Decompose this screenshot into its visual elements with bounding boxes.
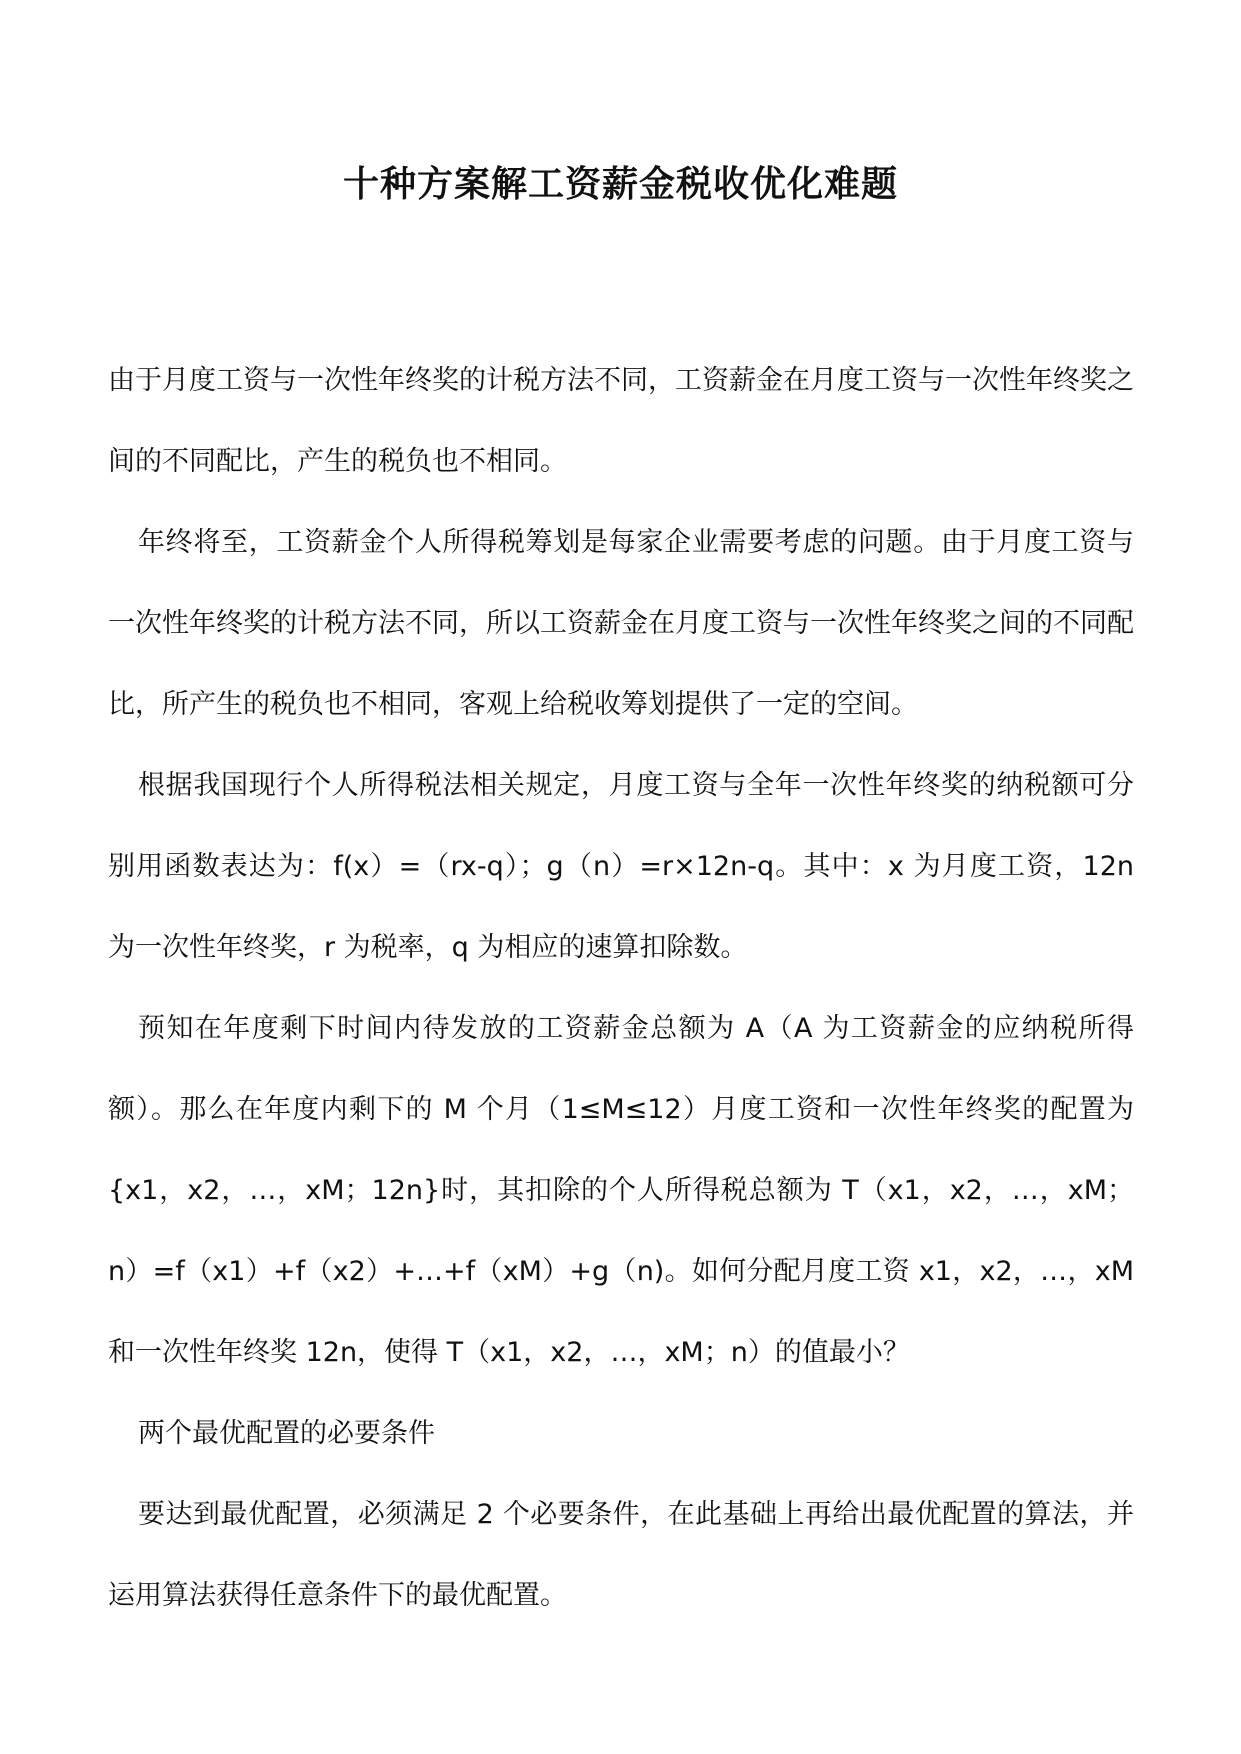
paragraph-3: 根据我国现行个人所得税法相关规定，月度工资与全年一次性年终奖的纳税额可分别用函数表达为：f(x）=（rx-q）；g（n）=r×12n-q。其中：x 为月度工资，12n 为一次性年终奖，r 为税率，q 为相应的速算扣除数。	[108, 770, 1134, 963]
section-heading: 两个最优配置的必要条件	[138, 1418, 435, 1449]
paragraph-5: 要达到最优配置，必须满足 2 个必要条件，在此基础上再给出最优配置的算法，并运用算法获得任意条件下的最优配置。	[108, 1499, 1134, 1611]
paragraph-2: 年终将至，工资薪金个人所得税筹划是每家企业需要考虑的问题。由于月度工资与一次性年终奖的计税方法不同，所以工资薪金在月度工资与一次性年终奖之间的不同配比，所产生的税负也不相同，客观上给税收筹划提供了一定的空间。	[108, 527, 1134, 720]
paragraph-4: 预知在年度剩下时间内待发放的工资薪金总额为 A（A 为工资薪金的应纳税所得额）。那么在年度内剩下的 M 个月（1≤M≤12）月度工资和一次性年终奖的配置为{x1，x2，…，xM；12n}时，其扣除的个人所得税总额为 T（x1，x2，…，xM；n）=f（x1）+f（x2）+…+f（xM）+g（n)。如何分配月度工资 x1，x2，…，xM 和一次性年终奖 12n，使得 T（x1，x2，…，xM；n）的值最小？	[108, 1013, 1134, 1368]
document-title: 十种方案解工资薪金税收优化难题	[342, 163, 898, 205]
paragraph-1: 由于月度工资与一次性年终奖的计税方法不同，工资薪金在月度工资与一次性年终奖之间的不同配比，产生的税负也不相同。	[108, 365, 1134, 477]
document-body	[108, 340, 1134, 1636]
